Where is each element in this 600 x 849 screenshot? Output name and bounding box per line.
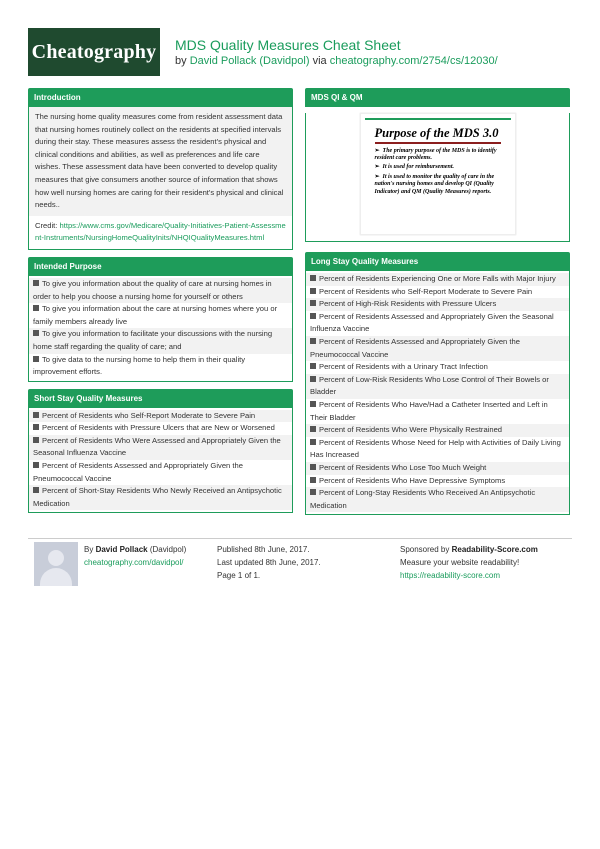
footer-dates [217,543,321,582]
page-number: Page 1 of 1. [217,571,261,580]
avatar-head [48,550,64,566]
sponsor-tagline: Measure your website readability! [400,558,520,567]
list-item-text: Percent of Residents Who Were Physically Restrained [319,425,503,435]
bullet-square-icon [33,412,39,418]
list-item [29,354,292,379]
list-item [29,422,292,435]
list-item [29,278,292,303]
list-item [29,303,292,328]
list-item [29,328,292,353]
mds-qi-qm-box [305,88,570,242]
avatar-shoulders [40,568,72,586]
footer-author [84,543,186,569]
slide-divider [375,142,501,144]
list-item-text: Percent of Residents Who Have/Had a Catheter Inserted and Left in Their Bladder [310,399,548,422]
page-title: MDS Quality Measures Cheat Sheet [175,37,401,53]
short-stay-box [28,389,293,514]
list-item [306,399,569,424]
list-item-text: Percent of Low-Risk Residents Who Lose Control of Their Bowels or Bladder [310,374,549,397]
sponsor-name: Readability-Score.com [451,545,538,554]
list-item [306,437,569,462]
footer-sponsor [400,543,538,582]
slide-bullet-text: The primary purpose of the MDS is to identify resident care problems. [374,148,497,162]
list-item [29,410,292,423]
bullet-square-icon [310,439,316,445]
arrow-bullet-icon: ➢ [374,164,380,170]
arrow-bullet-icon: ➢ [374,148,380,154]
footer-author-name: David Pollack [95,545,148,554]
list-item [306,273,569,286]
bullet-square-icon [33,487,39,493]
bullet-square-icon [310,489,316,495]
short-stay-heading: Short Stay Quality Measures [28,389,293,408]
bullet-square-icon [33,305,39,311]
list-item-text: Percent of Residents Who Have Depressive Symptoms [319,475,506,485]
list-item [306,462,569,475]
list-item-text: To give data to the nursing home to help them in their quality improvement efforts. [33,354,246,377]
list-item [306,424,569,437]
bullet-square-icon [33,280,39,286]
credit-link[interactable]: https://www.cms.gov/Medicare/Quality-Initiatives-Patient-Assessment-Instruments/NursingHomeQualityInits/NHQIQualityMeasures.html [35,220,286,243]
credit-line [29,216,292,249]
list-item [306,336,569,361]
list-item [306,311,569,336]
footer-author-handle: (Davidpol) [149,545,187,554]
slide-title: Purpose of the MDS 3.0 [374,126,499,140]
list-item-text: To give you information about the quality of care at nursing homes in order to help you choose a nursing home for yourself or others [33,278,272,301]
list-item [29,435,292,460]
byline-via: via [312,55,327,67]
footer-author-link[interactable]: cheatography.com/davidpol/ [84,558,184,567]
slide-bullet [375,174,507,196]
list-item-text: To give you information to facilitate your discussions with the nursing home staff regarding the quality of care; and [33,329,273,351]
author-link[interactable]: David Pollack (Davidpol) [189,55,310,67]
logo-text: Cheatography [31,40,157,63]
long-stay-heading: Long Stay Quality Measures [305,252,570,271]
bullet-square-icon [310,464,316,470]
list-item-text: Percent of Residents who Self-Report Moderate to Severe Pain [319,286,533,296]
introduction-box [28,88,293,250]
author-avatar [34,542,78,586]
list-item [29,485,292,510]
bullet-square-icon [310,288,316,294]
list-item [306,475,569,488]
list-item-text: Percent of Residents Whose Need for Help with Activities of Daily Living Has Increased [310,437,561,460]
intended-purpose-heading: Intended Purpose [28,257,293,276]
intended-purpose-box [28,257,293,382]
bullet-square-icon [310,313,316,319]
slide-bullet [375,148,507,163]
list-item-text: Percent of Residents Who Lose Too Much Weight [319,462,487,472]
mds-qi-qm-heading: MDS QI & QM [305,88,570,107]
right-column [305,88,570,515]
long-stay-box [305,252,570,515]
sheet-url-link[interactable]: cheatography.com/2754/cs/12030/ [329,55,498,67]
list-item-text: Percent of Residents Assessed and Appropriately Given the Pneumococcal Vaccine [33,461,243,483]
list-item [306,361,569,374]
slide-bullet-text: It is used to monitor the quality of care in the nation's nursing homes and develop QI (Quality Indicator) and QM (Quality Measures) reports. [374,174,495,195]
bullet-square-icon [33,437,39,443]
footer-by: By [84,545,94,554]
list-item-text: Percent of Residents Assessed and Appropriately Given the Seasonal Influenza Vaccine [310,311,554,334]
cheatography-logo[interactable] [28,28,160,76]
list-item [29,460,292,485]
list-item-text: Percent of Residents who Self-Report Moderate to Severe Pain [42,410,256,420]
mds-slide-image [360,113,516,235]
bullet-square-icon [33,330,39,336]
arrow-bullet-icon: ➢ [374,174,380,180]
bullet-square-icon [310,338,316,344]
bullet-square-icon [310,376,316,382]
list-item-text: Percent of Residents with a Urinary Tract Infection [319,362,488,372]
byline [175,55,498,67]
list-item-text: Percent of Residents Who Were Assessed and Appropriately Given the Seasonal Influenza Vaccine [33,435,281,458]
list-item [306,374,569,399]
list-item-text: Percent of Long-Stay Residents Who Received An Antipsychotic Medication [310,488,536,510]
bullet-square-icon [310,477,316,483]
list-item [306,286,569,299]
bullet-square-icon [310,363,316,369]
left-column [28,88,293,513]
list-item-text: Percent of High-Risk Residents with Pressure Ulcers [319,299,497,309]
list-item-text: Percent of Residents Experiencing One or More Falls with Major Injury [319,274,556,283]
list-item-text: Percent of Residents with Pressure Ulcers that are New or Worsened [42,423,275,433]
slide-bullet [375,164,507,171]
bullet-square-icon [33,462,39,468]
published-date: Published 8th June, 2017. [217,545,310,554]
list-item [306,487,569,512]
bullet-square-icon [310,426,316,432]
sponsor-prefix: Sponsored by [400,545,450,554]
byline-prefix: by [175,55,187,67]
list-item-text: Percent of Short-Stay Residents Who Newly Received an Antipsychotic Medication [33,486,282,508]
slide-bullet-text: It is used for reimbursement. [382,164,455,170]
bullet-square-icon [310,401,316,407]
introduction-heading: Introduction [28,88,293,107]
list-item-text: To give you information about the care at nursing homes where you or family members already live [33,304,278,326]
credit-label: Credit: [35,220,58,230]
bullet-square-icon [310,275,316,281]
footer-divider [28,538,572,539]
list-item [306,298,569,311]
bullet-square-icon [310,300,316,306]
sponsor-link[interactable]: https://readability-score.com [400,571,501,580]
introduction-text: The nursing home quality measures come from resident assessment data that nursing homes routinely collect on the residents at specified intervals during their stay. These measures assess the resident's physical and clinical conditions and abilities, as well as preferences and life care wishes. These assessment data have been converted to develop quality measures that give consumers another source of information that shows how well nursing homes are caring for their resident's physical and clinical needs.. [29,107,292,216]
list-item-text: Percent of Residents Assessed and Appropriately Given the Pneumococcal Vaccine [310,336,520,359]
bullet-square-icon [33,424,39,430]
slide-top-bar [365,118,511,120]
updated-date: Last updated 8th June, 2017. [217,558,321,567]
bullet-square-icon [33,356,39,362]
